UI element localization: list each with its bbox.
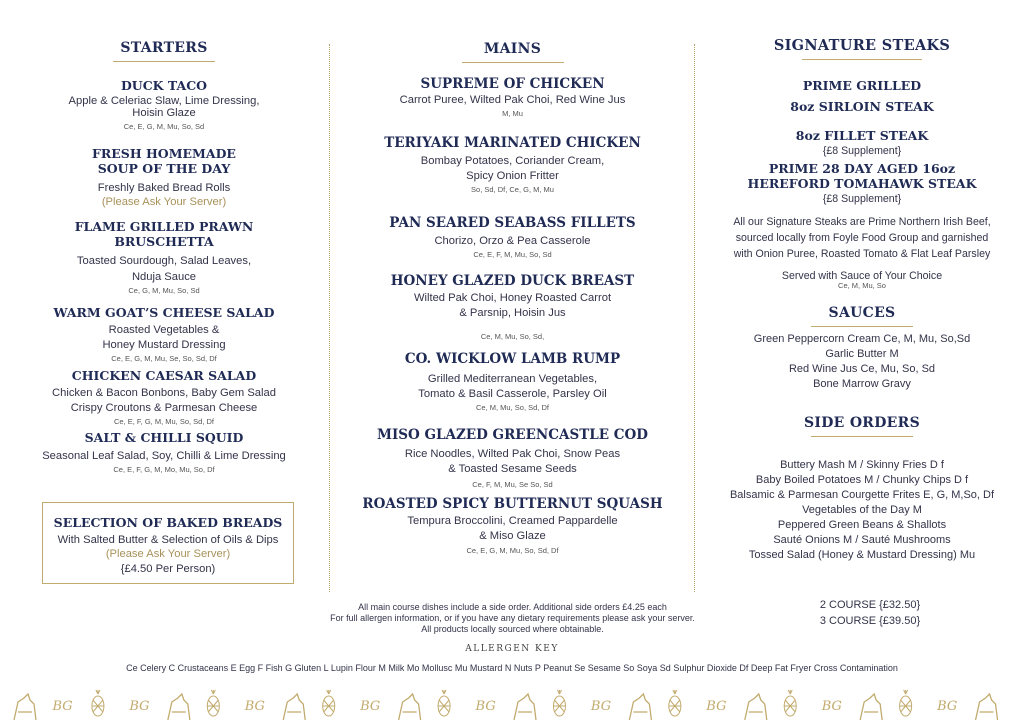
item-desc: Chorizo, Orzo & Pea Casserole bbox=[434, 235, 591, 247]
menu-item bbox=[340, 352, 685, 413]
menu-item bbox=[28, 368, 300, 427]
pineapple-icon bbox=[207, 690, 219, 716]
mains-heading bbox=[340, 41, 685, 63]
sauce-item: Bone Marrow Gravy bbox=[813, 378, 911, 390]
steak-info bbox=[712, 214, 1012, 262]
sauces-heading bbox=[712, 305, 1012, 327]
course-prices bbox=[765, 597, 975, 629]
steak-info-line: sourced locally from Foyle Food Group and garnished bbox=[735, 232, 989, 244]
item-title: CHICKEN CAESAR SALAD bbox=[71, 368, 257, 383]
item-allergens: Ce, E, F, G, M, Mo, Mu, So, Df bbox=[113, 465, 215, 474]
item-desc: & Miso Glaze bbox=[479, 530, 546, 542]
item-title: PRIME GRILLED bbox=[802, 78, 922, 93]
item-desc: Tempura Broccolini, Creamed Pappardelle bbox=[407, 515, 618, 527]
steak-info-line: All our Signature Steaks are Prime Northern Irish Beef, bbox=[733, 216, 991, 228]
item-title: 8oz FILLET STEAK bbox=[795, 128, 929, 143]
starters-heading-text: STARTERS bbox=[120, 40, 208, 56]
item-title: CO. WICKLOW LAMB RUMP bbox=[404, 351, 621, 367]
pineapple-icon bbox=[92, 690, 104, 716]
decorative-border-pattern bbox=[0, 686, 1024, 724]
footer-note-line: All main course dishes include a side order. Additional side orders £4.25 each bbox=[358, 602, 667, 612]
footer-note-line: All products locally sourced where obtainable. bbox=[421, 624, 604, 634]
pineapple-icon bbox=[900, 690, 912, 716]
item-desc: Grilled Mediterranean Vegetables, bbox=[427, 373, 598, 385]
heading-rule bbox=[811, 326, 913, 327]
item-title: WARM GOAT’S CHEESE SALAD bbox=[53, 305, 275, 320]
menu-item bbox=[340, 77, 685, 119]
item-desc: With Salted Butter & Selection of Oils & Dips bbox=[57, 534, 279, 546]
item-desc: & Parsnip, Hoisin Jus bbox=[459, 307, 566, 319]
monogram-mark: BG bbox=[706, 699, 727, 714]
dog-icon bbox=[283, 694, 305, 720]
side-item: Baby Boiled Potatoes M / Chunky Chips D f bbox=[755, 474, 969, 486]
mains-heading-text: MAINS bbox=[483, 41, 542, 57]
item-title: HEREFORD TOMAHAWK STEAK bbox=[747, 176, 977, 191]
menu-item bbox=[28, 78, 300, 132]
dog-icon bbox=[514, 694, 536, 720]
dog-icon bbox=[168, 694, 190, 720]
server-note: (Please Ask Your Server) bbox=[101, 196, 227, 208]
item-title: DUCK TACO bbox=[120, 78, 208, 93]
menu-item bbox=[340, 136, 685, 195]
sauces-heading-text: SAUCES bbox=[828, 305, 896, 321]
side-item: Balsamic & Parmesan Courgette Frites E, G, M,So, Df bbox=[729, 489, 995, 501]
item-title: PRIME 28 DAY AGED 16oz bbox=[768, 161, 956, 176]
side-item: Peppered Green Beans & Shallots bbox=[777, 519, 947, 531]
heading-rule bbox=[462, 62, 564, 63]
item-desc: Rice Noodles, Wilted Pak Choi, Snow Peas bbox=[404, 448, 621, 460]
heading-rule bbox=[113, 61, 215, 62]
item-title: FRESH HOMEMADE bbox=[92, 146, 236, 161]
item-desc: Wilted Pak Choi, Honey Roasted Carrot bbox=[413, 292, 612, 304]
menu-item bbox=[28, 305, 300, 364]
monogram-mark: BG bbox=[52, 699, 73, 714]
dog-icon bbox=[399, 694, 421, 720]
item-title: MISO GLAZED GREENCASTLE COD bbox=[377, 427, 648, 443]
monogram-mark: BG bbox=[244, 699, 265, 714]
pineapple-icon bbox=[553, 690, 565, 716]
item-desc: & Toasted Sesame Seeds bbox=[448, 463, 577, 475]
item-title: SELECTION OF BAKED BREADS bbox=[53, 515, 283, 530]
item-allergens: Ce, E, F, M, Mu, So, Sd bbox=[473, 250, 552, 259]
pineapple-icon bbox=[438, 690, 450, 716]
item-desc: Nduja Sauce bbox=[131, 271, 197, 283]
item-desc: Honey Mustard Dressing bbox=[102, 339, 226, 351]
sauce-item: Garlic Butter M bbox=[825, 348, 899, 360]
steak-item bbox=[712, 78, 1012, 93]
sauce-item: Red Wine Jus Ce, Mu, So, Sd bbox=[788, 363, 936, 375]
item-desc: Crispy Croutons & Parmesan Cheese bbox=[70, 402, 258, 414]
steak-sauce-note bbox=[712, 268, 1012, 291]
dog-icon bbox=[860, 694, 882, 720]
dog-icon bbox=[629, 694, 651, 720]
item-desc: Roasted Vegetables & bbox=[108, 324, 220, 336]
dog-icon bbox=[745, 694, 767, 720]
item-desc: Spicy Onion Fritter bbox=[466, 170, 559, 182]
item-desc: Freshly Baked Bread Rolls bbox=[97, 182, 231, 194]
item-desc: Tomato & Basil Casserole, Parsley Oil bbox=[418, 388, 607, 400]
item-title: SALT & CHILLI SQUID bbox=[84, 430, 244, 445]
steak-item bbox=[712, 161, 1012, 206]
item-allergens: Ce, F, M, Mu, Se So, Sd bbox=[472, 480, 553, 489]
item-desc: Chicken & Bacon Bonbons, Baby Gem Salad bbox=[52, 387, 276, 399]
item-title: FLAME GRILLED PRAWN bbox=[74, 219, 254, 234]
item-title: BRUSCHETTA bbox=[114, 234, 214, 249]
item-allergens: Ce, M, Mu, So bbox=[838, 281, 886, 290]
item-title: TERIYAKI MARINATED CHICKEN bbox=[384, 135, 641, 151]
item-title: HONEY GLAZED DUCK BREAST bbox=[390, 273, 635, 289]
side-item: Sauté Onions M / Sauté Mushrooms bbox=[773, 534, 951, 546]
allergen-key: Ce Celery C Crustaceans E Egg F Fish G Gluten L Lupin Flour M Milk Mo Mollusc Mu Mustard N Nuts P Peanut Se Sesame So Soya Sd Sulphur Dioxide Df Deep Fat Fryer Cross Contamination bbox=[126, 663, 898, 673]
heading-rule bbox=[811, 436, 913, 437]
item-title: ROASTED SPICY BUTTERNUT SQUASH bbox=[362, 496, 663, 512]
item-allergens: So, Sd, Df, Ce, G, M, Mu bbox=[471, 185, 554, 194]
sauces-list bbox=[712, 332, 1012, 392]
menu-item bbox=[340, 497, 685, 556]
bread-price: {£4.50 Per Person) bbox=[120, 563, 216, 575]
item-title: 8oz SIRLOIN STEAK bbox=[790, 99, 934, 114]
menu-item bbox=[340, 216, 685, 260]
steaks-heading bbox=[712, 37, 1012, 60]
divider-left bbox=[329, 44, 330, 592]
served-with-sauce: Served with Sauce of Your Choice bbox=[781, 270, 943, 282]
item-title: PAN SEARED SEABASS FILLETS bbox=[389, 215, 636, 231]
monogram-mark: BG bbox=[821, 699, 842, 714]
three-course-price: 3 COURSE {£39.50} bbox=[819, 615, 921, 627]
server-note: (Please Ask Your Server) bbox=[105, 548, 231, 560]
menu-item bbox=[28, 146, 300, 209]
side-item: Buttery Mash M / Skinny Fries D f bbox=[780, 459, 944, 471]
item-desc: Hoisin Glaze bbox=[132, 107, 196, 119]
item-allergens: Ce, E, G, M, Mu, Se, So, Sd, Df bbox=[111, 354, 217, 363]
menu-item bbox=[28, 219, 300, 296]
menu-item bbox=[340, 274, 685, 342]
item-allergens: Ce, E, G, M, Mu, So, Sd, Df bbox=[466, 546, 559, 555]
steak-supplement: {£8 Supplement} bbox=[822, 193, 902, 205]
item-desc: Toasted Sourdough, Salad Leaves, bbox=[76, 255, 252, 267]
steak-item bbox=[712, 128, 1012, 158]
item-desc: Apple & Celeriac Slaw, Lime Dressing, bbox=[68, 95, 260, 107]
item-title: SUPREME OF CHICKEN bbox=[420, 76, 605, 92]
heading-rule bbox=[802, 59, 922, 60]
divider-right bbox=[694, 44, 695, 592]
side-orders-heading-text: SIDE ORDERS bbox=[803, 415, 921, 431]
footer-note-line: For full allergen information, or if you have any dietary requirements please ask your server. bbox=[330, 613, 695, 623]
item-desc: Bombay Potatoes, Coriander Cream, bbox=[420, 155, 605, 167]
pineapple-icon bbox=[784, 690, 796, 716]
side-orders-list bbox=[712, 458, 1012, 563]
menu-item bbox=[340, 428, 685, 490]
footer-notes bbox=[290, 602, 735, 635]
steaks-heading-text: SIGNATURE STEAKS bbox=[773, 37, 951, 54]
baked-breads-box bbox=[42, 502, 294, 584]
pineapple-icon bbox=[323, 690, 335, 716]
side-orders-heading bbox=[712, 415, 1012, 437]
monogram-mark: BG bbox=[475, 699, 496, 714]
steak-supplement: {£8 Supplement} bbox=[822, 145, 902, 157]
steak-info-line: with Onion Puree, Roasted Tomato & Flat Leaf Parsley bbox=[733, 248, 991, 260]
dog-icon bbox=[14, 694, 36, 720]
monogram-mark: BG bbox=[590, 699, 612, 714]
item-desc: Seasonal Leaf Salad, Soy, Chilli & Lime Dressing bbox=[42, 450, 286, 462]
monogram-mark: BG bbox=[129, 699, 150, 714]
two-course-price: 2 COURSE {£32.50} bbox=[819, 599, 921, 611]
starters-heading bbox=[28, 40, 300, 62]
side-item: Tossed Salad (Honey & Mustard Dressing) Mu bbox=[748, 549, 976, 561]
side-item: Vegetables of the Day M bbox=[802, 504, 922, 516]
pineapple-icon bbox=[669, 690, 681, 716]
item-allergens: Ce, E, G, M, Mu, So, Sd bbox=[123, 122, 205, 131]
steak-item bbox=[712, 99, 1012, 114]
dog-icon bbox=[976, 694, 998, 720]
sauce-item: Green Peppercorn Cream Ce, M, Mu, So,Sd bbox=[753, 333, 971, 345]
item-desc: Carrot Puree, Wilted Pak Choi, Red Wine Jus bbox=[399, 94, 626, 106]
item-allergens: Ce, M, Mu, So, Sd, bbox=[480, 332, 545, 341]
item-allergens: Ce, M, Mu, So, Sd, Df bbox=[476, 403, 549, 412]
item-title: SOUP OF THE DAY bbox=[97, 161, 231, 176]
menu-item bbox=[28, 430, 300, 475]
monogram-mark: BG bbox=[360, 699, 381, 714]
item-allergens: Ce, E, F, G, M, Mu, So, Sd, Df bbox=[113, 417, 215, 426]
item-allergens: Ce, G, M, Mu, So, Sd bbox=[128, 286, 200, 295]
allergen-key-title: ALLERGEN KEY bbox=[465, 644, 559, 654]
monogram-mark: BG bbox=[937, 699, 958, 714]
item-allergens: M, Mu bbox=[502, 109, 523, 118]
